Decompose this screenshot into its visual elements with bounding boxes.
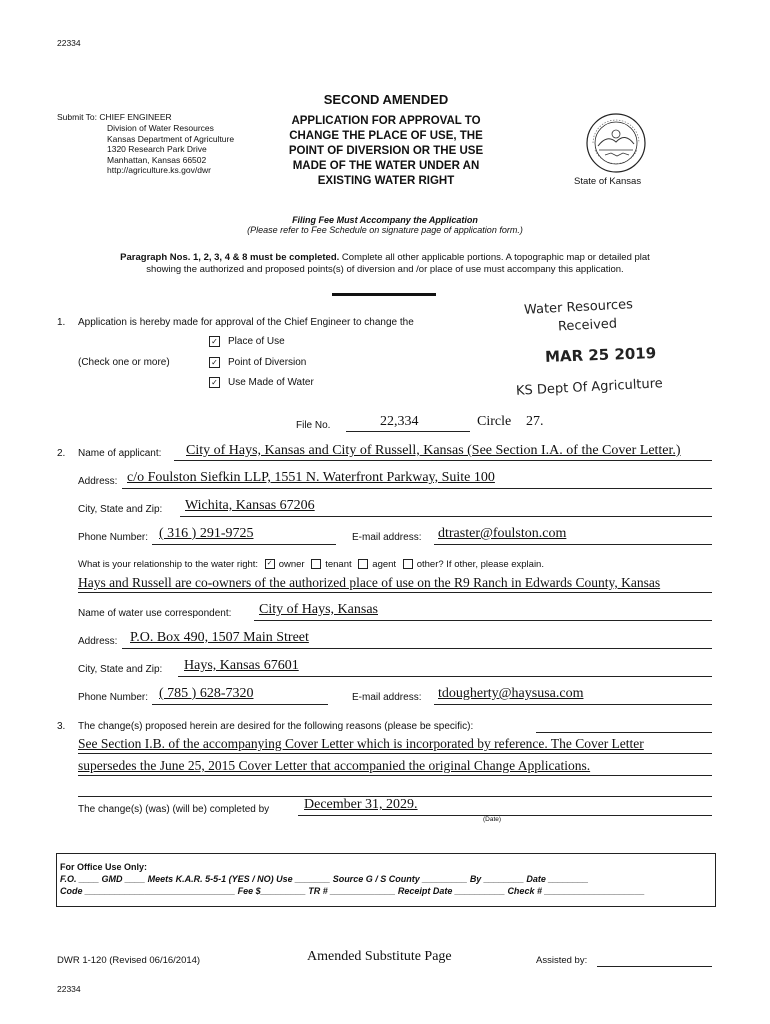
file-no-value[interactable]: 22,334 (380, 414, 419, 429)
form-title-line-2: CHANGE THE PLACE OF USE, THE (289, 130, 483, 142)
assisted-by-line[interactable] (597, 966, 712, 967)
use-made-of-water-label: Use Made of Water (228, 377, 314, 389)
office-gmd-label: GMD (101, 874, 123, 884)
corr-email-line (434, 704, 712, 705)
office-kar-label: Meets K.A.R. 5-5-1 (YES / NO) (147, 874, 274, 884)
completed-value[interactable]: December 31, 2029. (304, 797, 418, 812)
office-fo-label: F.O. (60, 874, 77, 884)
city-line (180, 516, 712, 517)
other-checkbox[interactable] (403, 559, 413, 569)
address-label: Address: (78, 476, 118, 487)
form-title-line-4: MADE OF THE WATER UNDER AN (292, 160, 480, 172)
use-made-of-water-checkbox[interactable]: ✓ (209, 377, 220, 388)
relationship-explain-line (78, 592, 712, 593)
completed-line (298, 815, 712, 816)
corr-city-label: City, State and Zip: (78, 664, 163, 675)
check-hint: (Check one or more) (78, 357, 170, 368)
applicant-value[interactable]: City of Hays, Kansas and City of Russell, Kansas (See Section I.A. of the Cover Letter.) (186, 443, 681, 458)
submit-to-line-6: http://agriculture.ks.gov/dwr (107, 165, 211, 175)
file-no-line (346, 431, 470, 432)
file-no-label: File No. (296, 420, 331, 431)
document-number-top: 22334 (57, 38, 81, 48)
submit-to-line-4: 1320 Research Park Drive (107, 144, 207, 154)
form-title-line-5: EXISTING WATER RIGHT (317, 175, 455, 187)
relationship-row (78, 559, 544, 570)
reason-value-1[interactable]: See Section I.B. of the accompanying Cover Letter which is incorporated by reference. The Cover Letter (78, 736, 644, 751)
section-1-text: Application is hereby made for approval of the Chief Engineer to change the (78, 317, 414, 328)
submit-to-line-2: Division of Water Resources (107, 123, 214, 133)
section-1-number: 1. (57, 317, 66, 328)
submit-to-block (57, 112, 257, 123)
office-check-label: Check # (507, 886, 542, 896)
office-fee-label: Fee $ (237, 886, 261, 896)
reason-line-1 (78, 753, 712, 754)
stamp-water-resources: Water Resources (523, 297, 634, 318)
corr-phone-label: Phone Number: (78, 692, 149, 703)
applicant-line (174, 460, 712, 461)
office-tr-label: TR # (308, 886, 328, 896)
tenant-label: tenant (325, 559, 352, 570)
correspondent-label: Name of water use correspondent: (78, 608, 232, 619)
fee-note-line-1: Filing Fee Must Accompany the Application (292, 215, 478, 225)
reason-line-2 (78, 775, 712, 776)
agent-label: agent (372, 559, 397, 570)
submit-to-line-3: Kansas Department of Agriculture (107, 133, 235, 144)
office-use-label: Use (276, 874, 293, 884)
agent-checkbox[interactable] (358, 559, 368, 569)
stamp-date: MAR 25 2019 (544, 344, 657, 366)
document-number-bottom: 22334 (57, 984, 81, 994)
owner-label: owner (278, 559, 305, 570)
form-title (255, 114, 517, 189)
paragraph-note-rest: Complete all other applicable portions. A topographic map or detailed plat (339, 252, 650, 263)
office-use-row-1: F.O. ____ GMD ____ Meets K.A.R. 5-5-1 (YES / NO) Use _______ Source G / S County _________ By ________ Date ________ (60, 874, 589, 884)
office-date-label: Date (526, 874, 546, 884)
circle-label: Circle (477, 414, 512, 429)
fee-note (200, 215, 570, 235)
fee-note-line-2: (Please refer to Fee Schedule on signature page of application form.) (247, 225, 523, 235)
address-line (122, 488, 712, 489)
correspondent-line (254, 620, 712, 621)
address-value[interactable]: c/o Foulston Siefkin LLP, 1551 N. Waterfront Parkway, Suite 100 (127, 470, 495, 485)
corr-city-line (178, 676, 712, 677)
submit-to-line-1: CHIEF ENGINEER (99, 112, 172, 122)
stamp-ks-dept: KS Dept Of Agriculture (515, 376, 664, 399)
paragraph-note-bold: Paragraph Nos. 1, 2, 3, 4 & 8 must be completed. (120, 252, 340, 263)
section-2-number: 2. (57, 448, 66, 459)
email-value[interactable]: dtraster@foulston.com (438, 526, 567, 541)
corr-address-label: Address: (78, 636, 118, 647)
completed-label: The change(s) (was) (will be) completed by (78, 804, 270, 815)
office-source-label: Source (332, 874, 364, 884)
form-title-line-1: APPLICATION FOR APPROVAL TO (291, 115, 481, 127)
office-receipt-label: Receipt Date (397, 886, 453, 896)
page-note: Amended Substitute Page (307, 949, 452, 964)
paragraph-note (60, 252, 710, 276)
point-of-diversion-checkbox[interactable]: ✓ (209, 357, 220, 368)
office-use-row-2: Code ______________________________ Fee $_________ TR # _____________ Receipt Date __________ Check # ____________________ (60, 886, 645, 896)
city-value[interactable]: Wichita, Kansas 67206 (185, 498, 315, 513)
city-label: City, State and Zip: (78, 504, 163, 515)
section-divider (332, 293, 436, 296)
stamp-received: Received (557, 316, 618, 335)
corr-email-label: E-mail address: (352, 692, 422, 703)
corr-address-value[interactable]: P.O. Box 490, 1507 Main Street (130, 630, 309, 645)
paragraph-note-line-2: showing the authorized and proposed points(s) of diversion and /or place of use must accompany this application. (146, 264, 624, 275)
state-seal-icon (585, 112, 647, 174)
section-3-number: 3. (57, 721, 66, 732)
place-of-use-label: Place of Use (228, 336, 285, 348)
reason-value-2[interactable]: supersedes the June 25, 2015 Cover Letter that accompanied the original Change Applications. (78, 758, 591, 773)
option-use-made-of-water[interactable] (209, 377, 314, 388)
corr-phone-value[interactable]: ( 785 ) 628-7320 (159, 686, 254, 701)
phone-value[interactable]: ( 316 ) 291-9725 (159, 526, 254, 541)
submit-to-address (107, 123, 234, 176)
corr-email-value[interactable]: tdougherty@haysusa.com (438, 686, 584, 701)
relationship-explain-value[interactable]: Hays and Russell are co-owners of the authorized place of use on the R9 Ranch in Edwards County, Kansas (78, 575, 661, 590)
point-of-diversion-label: Point of Diversion (228, 357, 307, 369)
applicant-label: Name of applicant: (78, 448, 162, 459)
option-point-of-diversion[interactable] (209, 357, 306, 368)
phone-label: Phone Number: (78, 532, 149, 543)
section-3-text: The change(s) proposed herein are desired for the following reasons (please be specific): (78, 721, 474, 732)
circle-value: 27. (526, 414, 544, 429)
correspondent-value[interactable]: City of Hays, Kansas (259, 602, 378, 617)
other-label: other? If other, please explain. (416, 559, 544, 570)
owner-checkbox[interactable]: ✓ (265, 559, 275, 569)
place-of-use-checkbox[interactable]: ✓ (209, 336, 220, 347)
email-line (434, 544, 712, 545)
office-use-box (56, 853, 716, 907)
form-heading: SECOND AMENDED (323, 92, 449, 107)
form-title-line-3: POINT OF DIVERSION OR THE USE (288, 145, 484, 157)
form-id: DWR 1-120 (Revised 06/16/2014) (57, 955, 201, 966)
submit-to-line-5: Manhattan, Kansas 66502 (107, 154, 207, 165)
relationship-label: What is your relationship to the water right: (78, 559, 259, 570)
corr-address-line (122, 648, 712, 649)
office-by-label: By (469, 874, 482, 884)
office-use-title: For Office Use Only: (60, 862, 148, 872)
office-code-label: Code (60, 886, 83, 896)
submit-to-label: Submit To: (57, 112, 98, 122)
corr-phone-line (152, 704, 328, 705)
phone-line (152, 544, 336, 545)
email-label: E-mail address: (352, 532, 422, 543)
date-caption: (Date) (483, 816, 502, 823)
section-3-first-line (536, 732, 712, 733)
corr-city-value[interactable]: Hays, Kansas 67601 (184, 658, 299, 673)
office-county-label: County (388, 874, 420, 884)
tenant-checkbox[interactable] (311, 559, 321, 569)
option-place-of-use[interactable] (209, 336, 285, 347)
seal-caption: State of Kansas (574, 176, 642, 187)
assisted-by-label: Assisted by: (536, 955, 588, 966)
office-gs-label: G / S (365, 874, 387, 884)
